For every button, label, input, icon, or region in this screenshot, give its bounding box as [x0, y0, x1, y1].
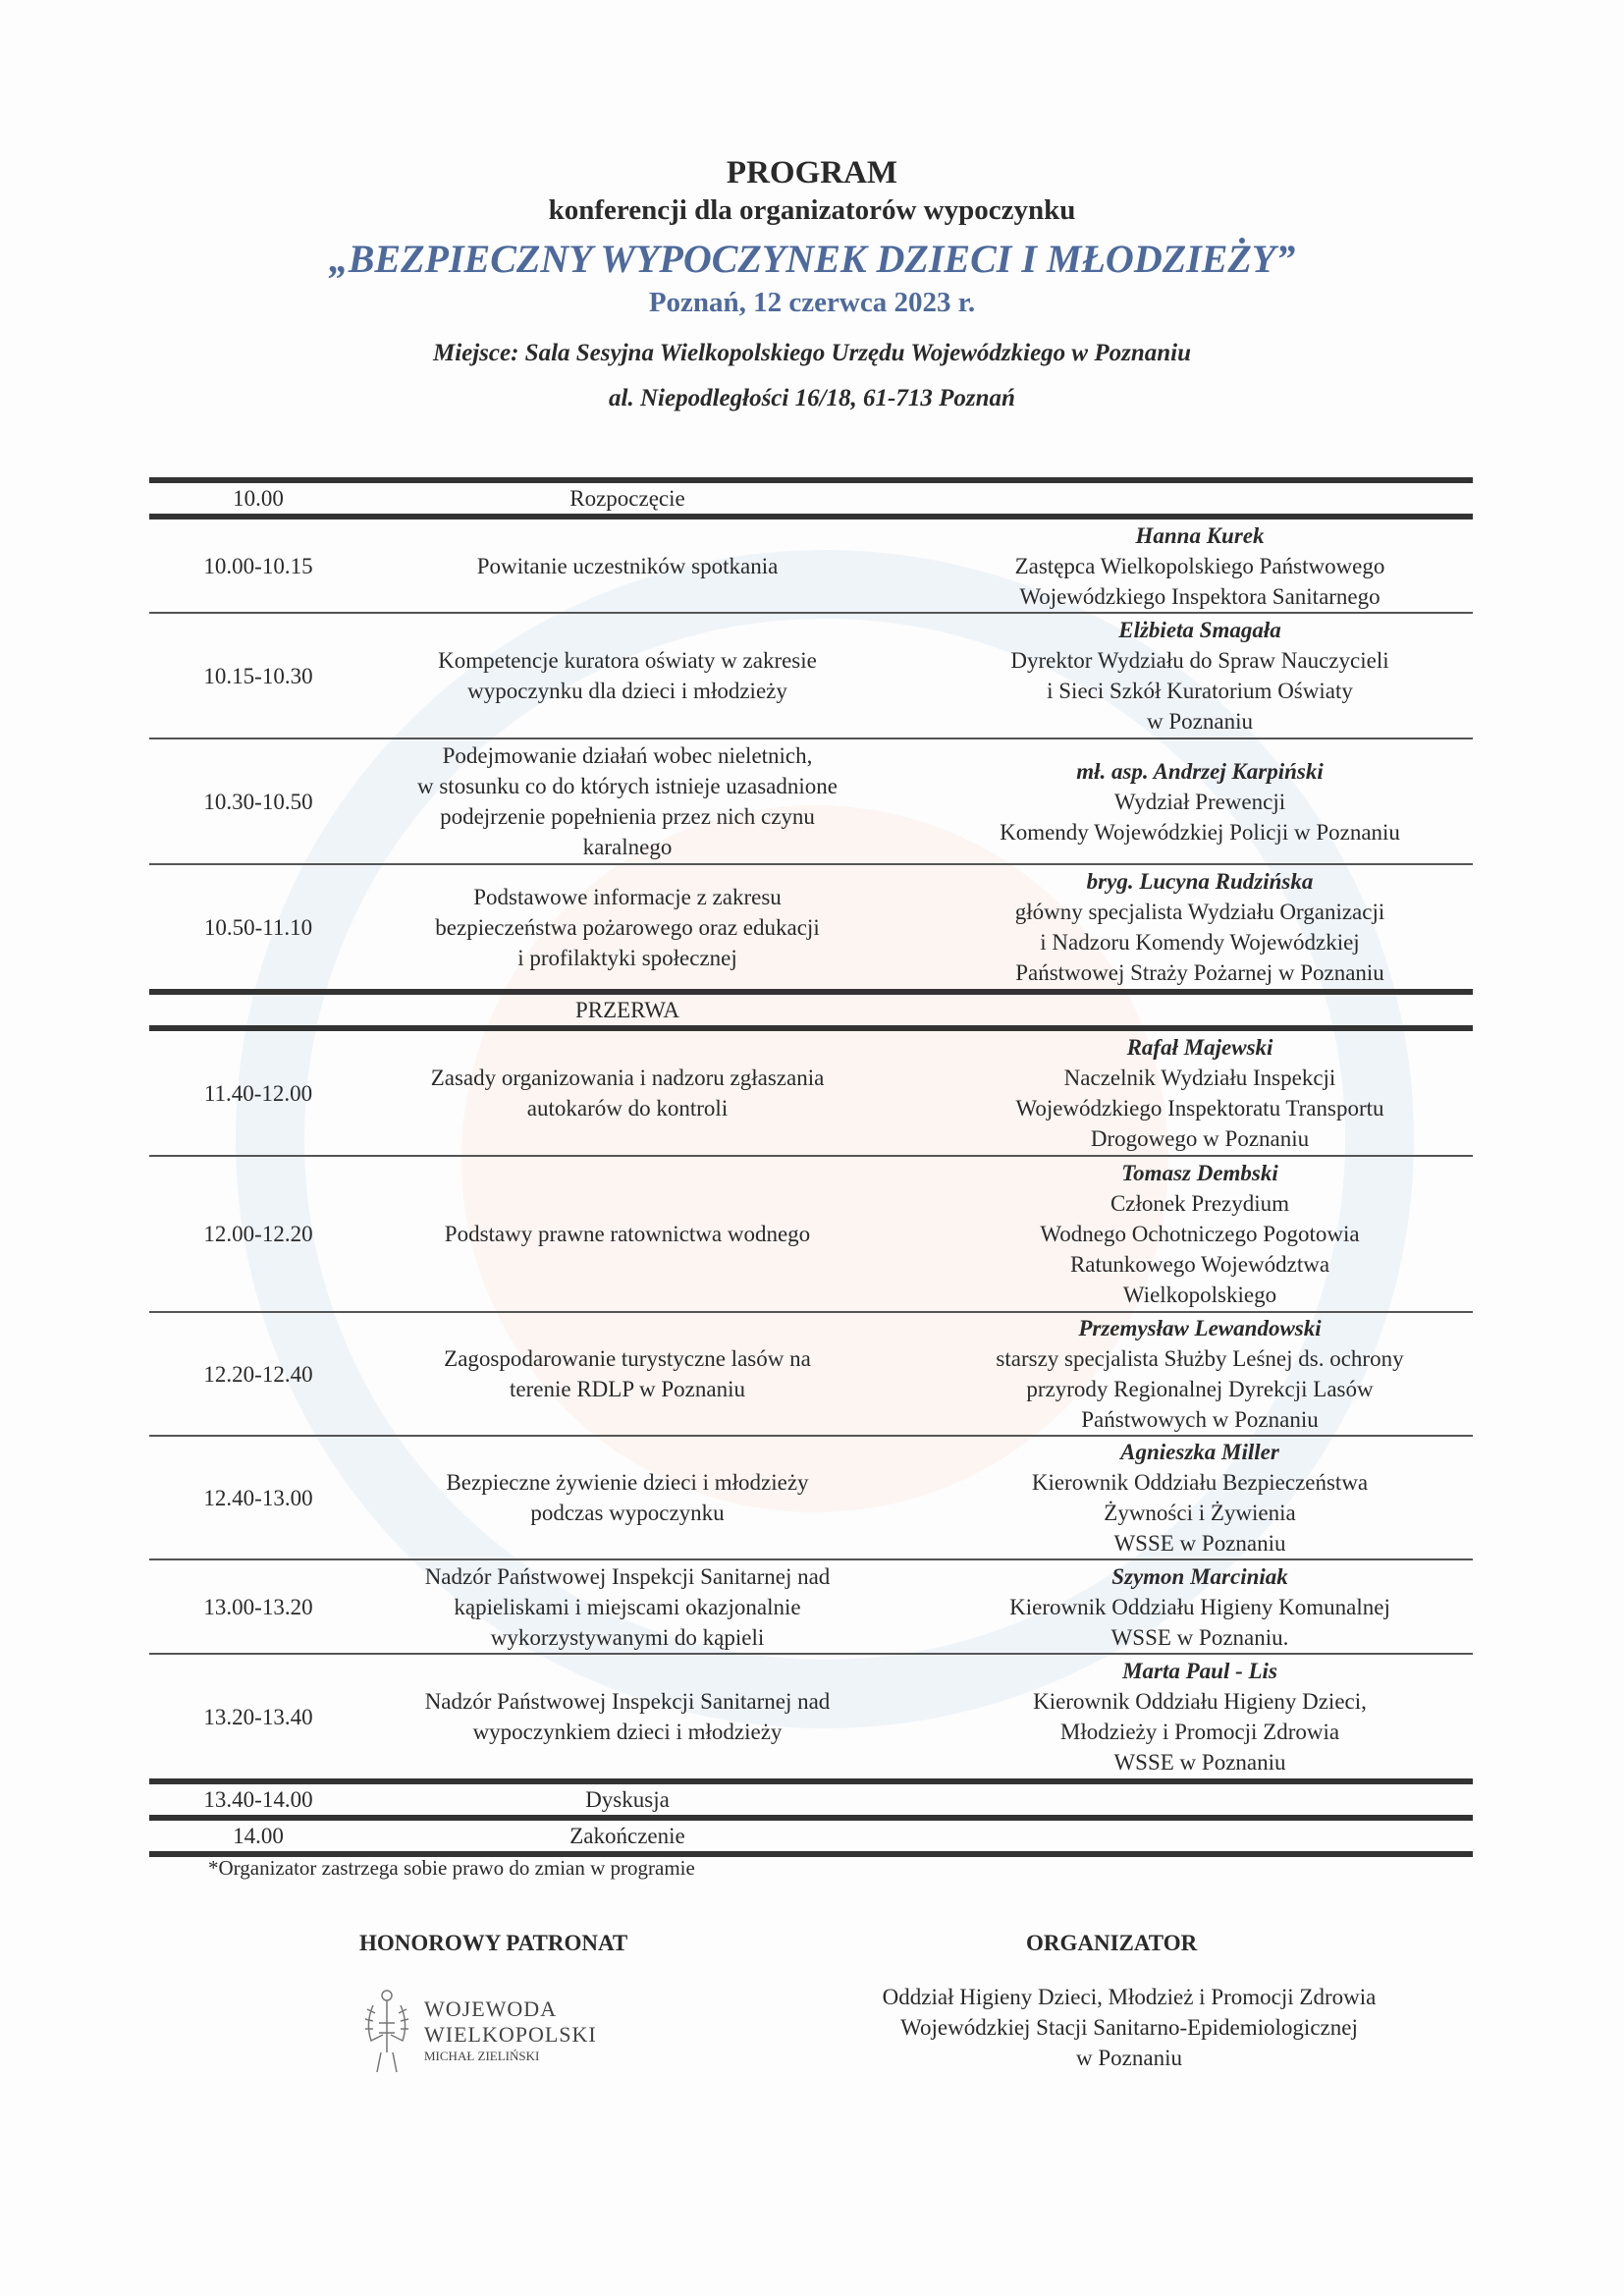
speaker-name: Elżbieta Smagała — [1118, 618, 1281, 642]
sessions-afternoon — [149, 1031, 1473, 1778]
time: 10.30-10.50 — [203, 789, 313, 814]
conference-address: al. Niepodległości 16/18, 61-713 Poznań — [609, 385, 1015, 411]
topic-line: Zagospodarowanie turystyczne lasów na — [444, 1346, 811, 1371]
speaker-role-line: Drogowego w Poznaniu — [1090, 1126, 1310, 1151]
speaker — [888, 756, 1473, 847]
topic-line: w stosunku co do których istnieje uzasadnione — [417, 774, 838, 798]
topic — [367, 740, 888, 862]
speaker-name: Tomasz Dembski — [1121, 1161, 1278, 1185]
topic-line: autokarów do kontroli — [526, 1096, 729, 1121]
time: 12.20-12.40 — [203, 1361, 313, 1387]
topic-line: Podejmowanie działań wobec nieletnich, — [442, 743, 813, 768]
topic-line: Podstawowe informacje z zakresu — [473, 884, 782, 909]
conference-date: Poznań, 12 czerwca 2023 r. — [648, 287, 976, 318]
patron-heading: HONOROWY PATRONAT — [359, 1931, 628, 1955]
session-row — [149, 519, 1473, 612]
topic-line: Nadzór Państwowej Inspekcji Sanitarnej nad — [424, 1689, 831, 1714]
topic-line: wypoczynkiem dzieci i młodzieży — [472, 1720, 783, 1744]
program-table — [149, 477, 1473, 1857]
label: Rozpoczęcie — [569, 486, 685, 511]
speaker-role-line: w Poznaniu — [1147, 709, 1253, 734]
speaker-role-line: Wojewódzkiego Inspektoratu Transportu — [1015, 1096, 1384, 1121]
speaker — [888, 1656, 1473, 1777]
speaker-role-line: WSSE w Poznaniu. — [1110, 1624, 1289, 1650]
speaker-name: Rafał Majewski — [1126, 1035, 1273, 1060]
session-row — [149, 739, 1473, 863]
session-row — [149, 1313, 1473, 1435]
speaker-role-line: Naczelnik Wydziału Inspekcji — [1063, 1066, 1336, 1090]
speaker — [888, 1032, 1473, 1154]
speaker-role-line: starszy specjalista Służby Leśnej ds. ochrony — [996, 1346, 1404, 1371]
topic-line: podejrzenie popełnienia przez nich czynu — [440, 804, 815, 829]
footnote: *Organizator zastrzega sobie prawo do zmian w programie — [208, 1856, 695, 1880]
speaker-role-line: Państwowej Straży Pożarnej w Poznaniu — [1015, 960, 1384, 985]
topic-line: podczas wypoczynku — [530, 1501, 725, 1525]
organizer-heading: ORGANIZATOR — [1026, 1931, 1198, 1955]
logo-line-1: WOJEWODA — [424, 1996, 558, 2021]
program-subtitle: konferencji dla organizatorów wypoczynku — [548, 194, 1076, 226]
speaker-role-line: Żywności i Żywienia — [1104, 1501, 1296, 1525]
time: 12.40-13.00 — [203, 1485, 313, 1510]
time: 10.00-10.15 — [203, 553, 313, 578]
organizer-line: w Poznaniu — [1076, 2046, 1182, 2070]
topic — [367, 645, 888, 706]
speaker-name: bryg. Lucyna Rudzińska — [1086, 869, 1314, 894]
organizer-line: Oddział Higieny Dzieci, Młodzież i Promocji Zdrowia — [882, 1985, 1377, 2009]
session-row — [149, 865, 1473, 989]
conference-place: Miejsce: Sala Sesyjna Wielkopolskiego Urzędu Wojewódzkiego w Poznaniu — [432, 340, 1192, 366]
speaker-role-line: Młodzieży i Promocji Zdrowia — [1059, 1720, 1340, 1744]
organizer-name — [766, 1982, 1492, 2073]
topic — [367, 882, 888, 973]
speaker-name: Szymon Marciniak — [1111, 1563, 1288, 1589]
speaker-role-line: Komendy Wojewódzkiej Policji w Poznaniu — [1000, 819, 1400, 845]
speaker-role-line: Kierownik Oddziału Bezpieczeństwa — [1031, 1470, 1369, 1495]
start-row — [149, 483, 1473, 514]
speaker — [888, 866, 1473, 988]
topic-line: karalnego — [582, 835, 673, 859]
time: 11.40-12.00 — [203, 1080, 313, 1106]
topic-line: Bezpieczne żywienie dzieci i młodzieży — [446, 1470, 809, 1495]
topic — [367, 1561, 888, 1653]
speaker-role-line: Wodnego Ochotniczego Pogotowia — [1040, 1222, 1360, 1246]
session-row — [149, 1031, 1473, 1155]
speaker-name: Przemysław Lewandowski — [1078, 1316, 1322, 1340]
speaker-role-line: Kierownik Oddziału Higieny Dzieci, — [1033, 1689, 1367, 1714]
organizer-line: Wojewódzkiej Stacji Sanitarno-Epidemiologicznej — [900, 2015, 1358, 2040]
topic-line: wypoczynku dla dzieci i młodzieży — [467, 679, 787, 703]
time: 12.00-12.20 — [203, 1222, 313, 1246]
speaker — [888, 520, 1473, 612]
logo-line-2: WIELKOPOLSKI — [424, 2022, 597, 2047]
session-row — [149, 1655, 1473, 1778]
speaker-role-line: Członek Prezydium — [1110, 1191, 1290, 1216]
speaker-role-line: Dyrektor Wydziału do Spraw Nauczycieli — [1010, 648, 1389, 673]
speaker-role-line: Kierownik Oddziału Higieny Komunalnej — [1009, 1594, 1390, 1619]
session-row — [149, 1157, 1473, 1311]
speaker — [888, 615, 1473, 737]
program-heading: PROGRAM — [726, 155, 898, 191]
topic-line: Powitanie uczestników spotkania — [476, 553, 779, 578]
topic-line: Kompetencje kuratora oświaty w zakresie — [438, 648, 817, 673]
speaker-name: Hanna Kurek — [1135, 522, 1265, 548]
speaker-role-line: przyrody Regionalnej Dyrekcji Lasów — [1026, 1377, 1374, 1401]
speaker — [888, 1158, 1473, 1310]
topic-line: terenie RDLP w Poznaniu — [510, 1377, 745, 1401]
speaker-role-line: WSSE w Poznaniu — [1113, 1531, 1286, 1556]
speaker — [888, 1561, 1473, 1653]
time: 10.50-11.10 — [203, 914, 313, 940]
session-row — [149, 1560, 1473, 1653]
topic-line: kąpieliskami i miejscami okazjonalnie — [454, 1594, 801, 1619]
topic — [367, 1686, 888, 1747]
logo-line-3: MICHAŁ ZIELIŃSKI — [424, 2049, 540, 2063]
topic — [367, 1467, 888, 1528]
time: 13.20-13.40 — [203, 1704, 313, 1729]
speaker-role-line: Zastępca Wielkopolskiego Państwowego — [1014, 553, 1385, 578]
topic-line: bezpieczeństwa pożarowego oraz edukacji — [435, 914, 820, 940]
speaker-role-line: i Nadzoru Komendy Wojewódzkiej — [1040, 930, 1360, 955]
speaker-role-line: Wydział Prewencji — [1113, 789, 1286, 814]
eagle-emblem-icon — [363, 1984, 410, 2078]
speaker-role-line: główny specjalista Wydziału Organizacji — [1014, 900, 1385, 924]
speaker-role-line: WSSE w Poznaniu — [1113, 1750, 1286, 1775]
speaker-name: mł. asp. Andrzej Karpiński — [1076, 758, 1324, 784]
topic-line: Nadzór Państwowej Inspekcji Sanitarnej nad — [424, 1563, 831, 1589]
speaker — [888, 1437, 1473, 1558]
topic-line: Zasady organizowania i nadzoru zgłaszania — [430, 1066, 825, 1090]
topic-line: Podstawy prawne ratownictwa wodnego — [444, 1222, 811, 1246]
label: Dyskusja — [585, 1787, 670, 1812]
speaker — [888, 1313, 1473, 1435]
topic-line: i profilaktyki społecznej — [517, 945, 737, 970]
time: 10.00 — [233, 486, 284, 511]
topic — [367, 1343, 888, 1404]
session-row — [149, 1437, 1473, 1558]
end-row — [149, 1821, 1473, 1851]
time: 13.00-13.20 — [203, 1594, 313, 1619]
time: 13.40-14.00 — [203, 1787, 313, 1812]
time: 10.15-10.30 — [203, 663, 313, 688]
speaker-role-line: i Sieci Szkół Kuratorium Oświaty — [1047, 679, 1353, 703]
speaker-name: Marta Paul - Lis — [1122, 1659, 1277, 1683]
speaker-role-line: Ratunkowego Województwa — [1069, 1252, 1330, 1277]
label: PRZERWA — [574, 998, 680, 1022]
session-row — [149, 614, 1473, 738]
sessions-morning — [149, 519, 1473, 989]
topic-line: wykorzystywanymi do kąpieli — [490, 1624, 765, 1650]
voivode-logo — [363, 1984, 597, 2078]
discussion-row — [149, 1784, 1473, 1815]
topic — [367, 1219, 888, 1249]
speaker-name: Agnieszka Miller — [1120, 1440, 1279, 1464]
speaker-role-line: Państwowych w Poznaniu — [1081, 1407, 1319, 1432]
break-row — [149, 995, 1473, 1025]
time: 14.00 — [233, 1824, 284, 1848]
topic — [367, 551, 888, 581]
speaker-role-line: Wojewódzkiego Inspektora Sanitarnego — [1019, 583, 1380, 609]
label: Zakończenie — [569, 1824, 685, 1848]
speaker-role-line: Wielkopolskiego — [1122, 1283, 1277, 1307]
conference-title: „BEZPIECZNY WYPOCZYNEK DZIECI I MŁODZIEŻY” — [328, 237, 1296, 281]
topic — [367, 1063, 888, 1123]
